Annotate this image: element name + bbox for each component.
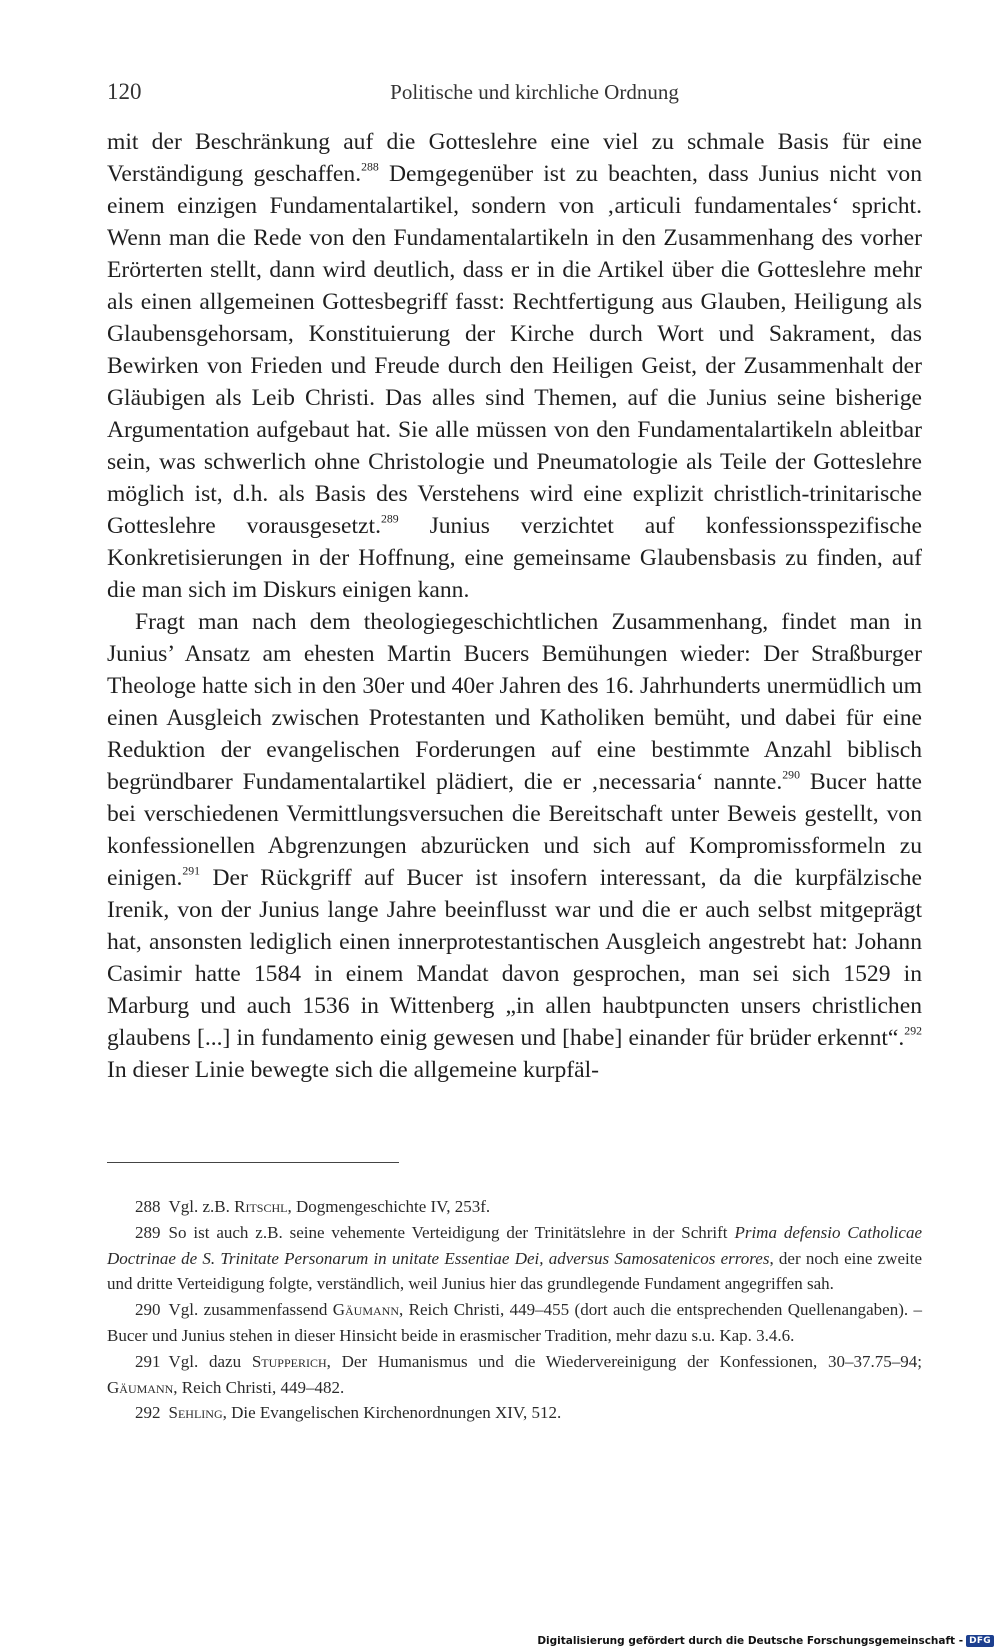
footnote-289 <box>107 1220 922 1297</box>
footnote-number: 290 <box>135 1300 161 1320</box>
footnote-author: Gäumann <box>107 1377 174 1397</box>
footnote-ref-292: 292 <box>904 1023 922 1038</box>
footnote-author: Gäumann <box>332 1300 400 1320</box>
paragraph-1 <box>107 126 922 606</box>
footnote-text: , der noch eine zweite und dritte Verteidigung folgte, verständlich, weil Junius hier das grundlegende Fundament angegriffen sah. <box>107 1248 922 1294</box>
footnote-number: 288 <box>135 1197 161 1216</box>
credit-text: Digitalisierung gefördert durch die Deutsche Forschungsgemeinschaft - <box>537 1635 964 1647</box>
footnote-288 <box>107 1194 922 1220</box>
main-text <box>107 126 922 1086</box>
footnote-ref-289: 289 <box>380 511 399 526</box>
paragraph-1-text-a: mit der Beschränkung auf die Gotteslehre eine viel zu schmale Basis für eine Verständigung geschaffen. <box>107 129 922 187</box>
footnote-text: Vgl. z.B. <box>168 1197 235 1216</box>
footnote-291 <box>107 1349 922 1401</box>
footnote-text: , Der Humanismus und die Wiedervereinigung der Konfessionen, 30–37.75–94; <box>326 1351 923 1371</box>
running-title: Politische und kirchliche Ordnung <box>390 80 679 104</box>
paragraph-2-text-b: Bucer hatte bei verschiedenen Vermittlungsversuchen die Bereitschaft unter Beweis gestellt, von konfessionellen Abgrenzungen abzurücken und sich auf Kompromissformeln zu einigen. <box>107 769 923 891</box>
footnote-text: , Reich Christi, 449–455 (dort auch die entsprechenden Quellenangaben). – Bucer und Junius stehen in dieser Hinsicht beide in erasmischer Tradition, mehr dazu s.u. Kap. 3.4.6. <box>107 1300 923 1345</box>
paragraph-2-text-a: Fragt man nach dem theologiegeschichtlichen Zusammenhang, findet man in Junius’ Ansatz am ehesten Martin Bucers Bemühungen wieder: Der Straßburger Theologe hatte sich in den 30er und 40er Jahren des 16. Jahrhunderts unermüdlich um einen Ausgleich zwischen Protestanten und Katholiken bemüht, und dabei für eine Reduktion der evangelischen Forderungen auf eine bestimmte Anzahl biblisch begründbarer Fundamentalartikel plädiert, die er ‚necessaria‘ nannte. <box>107 609 922 795</box>
footnote-number: 291 <box>135 1351 161 1371</box>
footnote-text: , Dogmengeschichte IV, 253f. <box>287 1197 491 1216</box>
footnote-ref-288: 288 <box>361 159 379 174</box>
footnote-author: Sehling <box>168 1403 223 1423</box>
footnote-292 <box>107 1400 922 1426</box>
footnote-author: Stupperich <box>251 1351 327 1371</box>
footnote-ref-291: 291 <box>182 863 201 878</box>
footnote-text: So ist auch z.B. seine vehemente Verteidigung der Trinitätslehre in der Schrift <box>168 1222 735 1242</box>
paragraph-2 <box>107 606 922 1086</box>
paragraph-1-text-c: Junius verzichtet auf konfessionsspezifische Konkretisierungen in der Hoffnung, eine gemeinsame Glaubensbasis zu finden, auf die man sich im Diskurs einigen kann. <box>107 513 922 603</box>
running-header <box>107 76 922 108</box>
footnote-text: , Reich Christi, 449–482. <box>173 1377 345 1397</box>
footnote-text: Vgl. dazu <box>168 1351 252 1371</box>
page-number: 120 <box>107 79 142 104</box>
footnote-text: , Die Evangelischen Kirchenordnungen XIV, 512. <box>222 1403 562 1423</box>
dfg-logo-icon: DFG <box>966 1635 994 1647</box>
footnote-number: 292 <box>135 1403 161 1423</box>
paragraph-1-text-b: Demgegenüber ist zu beachten, dass Junius nicht von einem einzigen Fundamentalartikel, sondern von ‚articuli fundamentales‘ spricht. Wenn man die Rede von den Fundamentalartikeln in den Zusammenhang des vorher Erörterten stellt, dann wird deutlich, dass er in die Artikel über die Gotteslehre mehr als einen allgemeinen Gottesbegriff fasst: Rechtfertigung aus Glauben, Heiligung als Glaubensgehorsam, Konstituierung der Kirche durch Wort und Sakrament, das Bewirken von Frieden und Freude durch den Heiligen Geist, der Zusammenhalt der Gläubigen als Leib Christi. Das alles sind Themen, auf die Junius seine bisherige Argumentation aufgebaut hat. Sie alle müssen von den Fundamentalartikeln ableitbar sein, was schwerlich ohne Christologie und Pneumatologie als Teile der Gotteslehre möglich ist, d.h. als Basis des Verstehens wird eine explizit christlich-trinitarische Gotteslehre vorausgesetzt. <box>107 161 923 539</box>
paragraph-2-text-c: Der Rückgriff auf Bucer ist insofern interessant, da die kurpfälzische Irenik, von der Junius lange Jahre beeinflusst war und die er auch selbst mitgeprägt hat, ansonsten lediglich einen innerprotestantischen Ausgleich angestrebt hat: Johann Casimir hatte 1584 in einem Mandat davon gesprochen, man sei sich 1529 in Marburg und auch 1536 in Wittenberg „in allen haubtpuncten unsers christlichen glaubens [...] in fundamento einig gewesen und [habe] einander für brüder erkennt“. <box>107 865 922 1051</box>
footnote-author: Ritschl <box>234 1197 288 1216</box>
footnote-work-title: Prima defensio Catholicae Doctrinae de S. Trinitate Personarum in unitate Essentiae Dei, adversus Samosatenicos errores <box>107 1222 922 1268</box>
paragraph-2-text-d: In dieser Linie bewegte sich die allgemeine kurpfäl- <box>107 1057 599 1083</box>
footnote-290 <box>107 1297 922 1349</box>
footnote-text: Vgl. zusammenfassend <box>168 1300 333 1320</box>
footnotes <box>107 1194 922 1426</box>
digitization-credit <box>537 1635 994 1647</box>
footnote-ref-290: 290 <box>782 767 800 782</box>
footnote-divider <box>107 1162 399 1163</box>
footnote-number: 289 <box>135 1222 161 1242</box>
